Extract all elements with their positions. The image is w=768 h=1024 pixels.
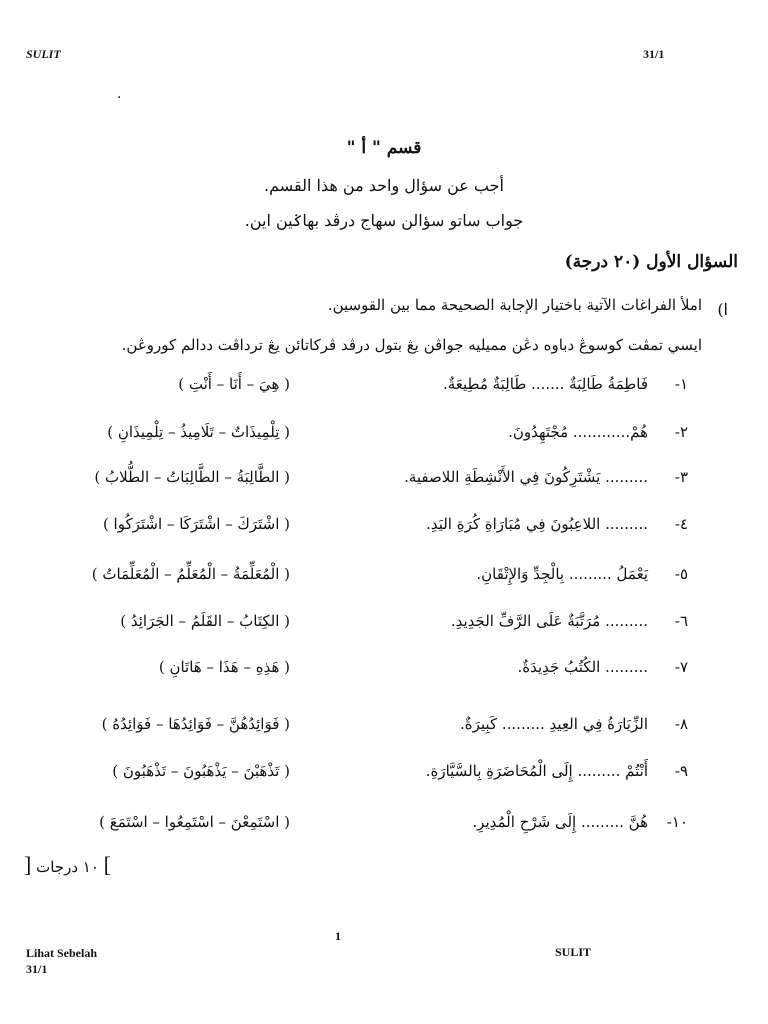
item-choices: ( اشْتَرَكَ – اشْتَرَكَا – اشْتَرَكُوا )	[102, 515, 290, 533]
item-number: ٨-	[674, 715, 688, 733]
item-choices: ( تِلْمِيذَاتٌ – تَلَامِيذُ – تِلْمِيذَانِ )	[107, 423, 290, 441]
page-number: 1	[335, 929, 341, 943]
item-choices: ( اسْتَمِعْنَ – اسْتَمِعُوا – اسْتَمَعَ )	[99, 813, 290, 831]
item-choices: ( تَذْهَبْنَ – يَذْهَبُونَ – تَذْهَبُونَ )	[112, 762, 290, 780]
stray-dot: .	[117, 86, 122, 102]
footer-paper-code: 31/1	[26, 962, 48, 976]
item-choices: ( هِيَ – أَنَا – أَنْتِ )	[178, 375, 290, 393]
item-number: ٢-	[674, 423, 688, 441]
question-item	[0, 612, 768, 642]
footer-left	[26, 945, 97, 977]
header-sulit: SULIT	[26, 47, 61, 61]
item-choices: ( الطَّالِبَةُ – الطَّالِبَاتُ – الطُّلابُ )	[94, 468, 290, 486]
item-choices: ( فَوَائِدُهُنَّ – فَوَائِدُهَا – فَوَائِدُهُ )	[101, 715, 290, 733]
question-part-marker: ا)	[717, 300, 728, 319]
item-choices: ( الْمُعَلِّمَةُ – الْمُعَلِّمُ – الْمُعَلِّمَاتُ )	[91, 565, 290, 583]
question-item	[0, 423, 768, 453]
question-item	[0, 515, 768, 545]
item-number: ١٠-	[666, 813, 688, 831]
item-sentence: فَاطِمَةُ طَالِبَةٌ ....... طَالِبَةٌ مُطِيعَةٌ.	[442, 375, 648, 393]
item-number: ٤-	[674, 515, 688, 533]
item-number: ٧-	[674, 658, 688, 676]
question-item	[0, 375, 768, 405]
item-sentence: يَعْمَلُ ......... بِالْجِدِّ وَالإِتْقَانِ.	[476, 565, 648, 583]
item-sentence: ......... مُرَتَّبَةٌ عَلَى الرَّفِّ الجَدِيدِ.	[450, 612, 648, 630]
marks-text: ١٠ درجات	[36, 858, 99, 876]
item-sentence: أَنْتُمْ ......... إِلَى الْمُحَاضَرَةِ بِالسَّيَّارَةِ.	[425, 762, 648, 780]
question-item	[0, 762, 768, 792]
item-sentence: هُنَّ ......... إِلَى شَرْحِ الْمُدِيرِ.	[472, 813, 648, 831]
question-item	[0, 813, 768, 843]
header-paper-code: 31/1	[643, 47, 665, 61]
question-item	[0, 715, 768, 745]
item-choices: ( الكِتَابُ – القَلَمُ – الجَرَائِدُ )	[120, 612, 290, 630]
question-title: السؤال الأول (٢٠ درجة)	[564, 252, 738, 272]
item-number: ٣-	[674, 468, 688, 486]
item-number: ٩-	[674, 762, 688, 780]
item-sentence: هُمْ............ مُجْتَهِدُونَ.	[508, 423, 648, 441]
marks-allocation: ] ١٠ درجات [	[24, 852, 111, 877]
question-item	[0, 468, 768, 498]
footer-turn-over: Lihat Sebelah	[26, 946, 98, 960]
item-sentence: الزِّيَارَةُ فِي العِيدِ ......... كَبِيرَةٌ.	[460, 715, 648, 733]
item-sentence: ......... اللاعِبُونَ فِي مُبَارَاةِ كُرَةِ اليَدِ.	[426, 515, 648, 533]
question-instruction-jawi: ايسي تمڤت كوسوڠ دباوه دڠن مميليه جواڤن يڠ بتول درڤد ڤركاتائن يڠ ترداڤت ددالم كوروڠن.	[121, 336, 702, 354]
footer-sulit: SULIT	[555, 945, 592, 959]
item-sentence: ......... يَشْتَرِكُونَ فِي الأَنْشِطَةِ اللاصفية.	[404, 468, 648, 486]
section-instruction-arabic: أجب عن سؤال واحد من هذا القسم.	[264, 176, 504, 195]
item-number: ٦-	[674, 612, 688, 630]
item-number: ٥-	[674, 565, 688, 583]
item-choices: ( هَذِهِ – هَذَا – هَاتَانِ )	[158, 658, 290, 676]
item-number: ١-	[674, 375, 688, 393]
item-sentence: ......... الكُتُبُ جَدِيدَةٌ.	[517, 658, 648, 676]
question-instruction-arabic: املأ الفراغات الآتية باختيار الإجابة الصحيحة مما بين القوسين.	[327, 296, 702, 314]
section-title: قسم " أ "	[346, 138, 422, 158]
question-item	[0, 565, 768, 595]
section-instruction-jawi: جواب ساتو سؤالن سهاج درڤد بهاݢين اين.	[244, 211, 524, 230]
question-item	[0, 658, 768, 688]
